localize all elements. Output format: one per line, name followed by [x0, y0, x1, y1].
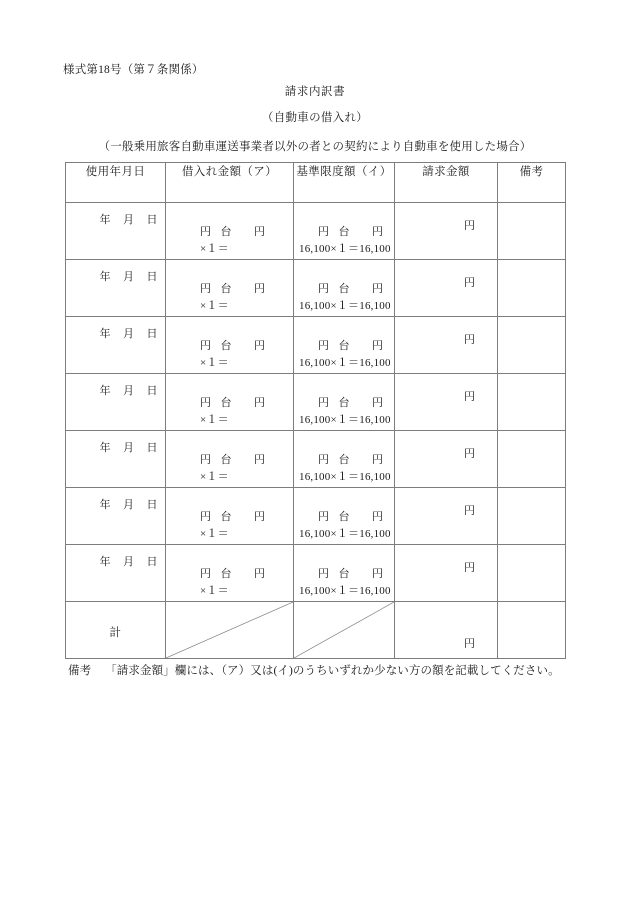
borrow-unit-yen-total: 円	[254, 283, 266, 295]
cell-remarks[interactable]	[498, 203, 566, 260]
limit-calculation: 16,100×１＝16,100	[299, 357, 391, 369]
table-row	[66, 260, 566, 317]
limit-unit-yen: 円	[318, 568, 330, 580]
cell-total-remarks[interactable]	[498, 602, 566, 659]
cell-remarks[interactable]	[498, 545, 566, 602]
limit-unit-dai: 台	[338, 511, 350, 523]
claim-unit-yen: 円	[464, 334, 475, 346]
table-total-row	[66, 602, 566, 659]
date-placeholder	[100, 211, 159, 227]
date-day-label: 日	[146, 328, 158, 340]
claim-unit-yen: 円	[464, 277, 475, 289]
limit-unit-yen: 円	[318, 454, 330, 466]
date-month-label: 月	[123, 499, 135, 511]
date-year-label: 年	[99, 385, 111, 397]
limit-unit-labels	[318, 280, 384, 296]
cell-total-claim-amount[interactable]	[395, 602, 498, 659]
date-month-label: 月	[123, 385, 135, 397]
limit-unit-labels	[318, 223, 384, 239]
limit-calculation: 16,100×１＝16,100	[299, 300, 391, 312]
borrow-unit-yen: 円	[200, 454, 212, 466]
cell-borrow-amount[interactable]	[166, 545, 294, 602]
date-day-label: 日	[146, 499, 158, 511]
date-day-label: 日	[146, 442, 158, 454]
header-use-date: 使用年月日	[66, 163, 166, 203]
header-borrow-amount: 借入れ金額（ア）	[166, 163, 294, 203]
borrow-unit-yen-total: 円	[254, 226, 266, 238]
borrow-unit-yen: 円	[200, 340, 212, 352]
limit-unit-yen-total: 円	[372, 397, 384, 409]
date-year-label: 年	[99, 499, 111, 511]
table-row	[66, 545, 566, 602]
date-month-label: 月	[123, 271, 135, 283]
date-placeholder	[100, 382, 159, 398]
limit-unit-dai: 台	[338, 568, 350, 580]
limit-unit-yen-total: 円	[372, 511, 384, 523]
date-year-label: 年	[99, 214, 111, 226]
borrow-unit-yen-total: 円	[254, 454, 266, 466]
date-day-label: 日	[146, 271, 158, 283]
table-row	[66, 317, 566, 374]
borrow-calculation: ×１＝	[200, 357, 229, 369]
document-scope-note: （一般乗用旅客自動車運送事業者以外の者との契約により自動車を使用した場合）	[98, 141, 532, 153]
footer-remark-label: 備考	[68, 665, 92, 677]
date-placeholder	[100, 268, 159, 284]
limit-calculation: 16,100×１＝16,100	[299, 585, 391, 597]
table-row	[66, 431, 566, 488]
limit-unit-yen: 円	[318, 340, 330, 352]
cell-standard-limit	[294, 203, 395, 260]
date-placeholder	[100, 325, 159, 341]
borrow-calculation: ×１＝	[200, 585, 229, 597]
footer-remark	[68, 662, 560, 678]
limit-unit-labels	[318, 508, 384, 524]
cell-claim-amount[interactable]	[395, 203, 498, 260]
cell-borrow-amount[interactable]	[166, 317, 294, 374]
borrow-unit-yen: 円	[200, 226, 212, 238]
borrow-calculation: ×１＝	[200, 414, 229, 426]
total-label-text: 計	[109, 627, 122, 639]
date-year-label: 年	[99, 556, 111, 568]
cell-remarks[interactable]	[498, 317, 566, 374]
cell-use-date[interactable]	[66, 545, 166, 602]
cell-claim-amount[interactable]	[395, 374, 498, 431]
date-year-label: 年	[99, 328, 111, 340]
cell-borrow-amount[interactable]	[166, 203, 294, 260]
limit-unit-yen-total: 円	[372, 340, 384, 352]
cell-claim-amount[interactable]	[395, 317, 498, 374]
table-header-row	[66, 163, 566, 203]
limit-unit-yen-total: 円	[372, 568, 384, 580]
date-year-label: 年	[99, 442, 111, 454]
borrow-unit-dai: 台	[220, 511, 232, 523]
limit-calculation: 16,100×１＝16,100	[299, 414, 391, 426]
borrow-unit-yen-total: 円	[254, 568, 266, 580]
cell-standard-limit	[294, 260, 395, 317]
claim-unit-yen: 円	[464, 505, 475, 517]
borrow-unit-labels	[200, 394, 266, 410]
borrow-unit-dai: 台	[220, 568, 232, 580]
limit-unit-dai: 台	[338, 283, 350, 295]
borrow-unit-yen: 円	[200, 283, 212, 295]
limit-unit-yen-total: 円	[372, 454, 384, 466]
cell-borrow-amount[interactable]	[166, 374, 294, 431]
date-month-label: 月	[123, 556, 135, 568]
cell-remarks[interactable]	[498, 488, 566, 545]
borrow-unit-labels	[200, 280, 266, 296]
limit-calculation: 16,100×１＝16,100	[299, 471, 391, 483]
header-claim-amount: 請求金額	[395, 163, 498, 203]
limit-unit-dai: 台	[338, 397, 350, 409]
cell-use-date[interactable]	[66, 317, 166, 374]
date-month-label: 月	[123, 442, 135, 454]
claim-unit-yen: 円	[464, 391, 475, 403]
cell-claim-amount[interactable]	[395, 545, 498, 602]
cell-use-date[interactable]	[66, 431, 166, 488]
borrow-unit-dai: 台	[220, 340, 232, 352]
date-month-label: 月	[123, 328, 135, 340]
cell-total-label	[66, 602, 166, 659]
cell-use-date[interactable]	[66, 260, 166, 317]
cell-total-limit-struck	[294, 602, 395, 659]
limit-calculation: 16,100×１＝16,100	[299, 528, 391, 540]
borrow-calculation: ×１＝	[200, 300, 229, 312]
table-body	[66, 203, 566, 659]
date-placeholder	[100, 496, 159, 512]
limit-unit-dai: 台	[338, 454, 350, 466]
borrow-unit-yen: 円	[200, 397, 212, 409]
limit-unit-yen-total: 円	[372, 226, 384, 238]
borrow-unit-labels	[200, 451, 266, 467]
date-placeholder	[100, 553, 159, 569]
borrow-unit-dai: 台	[220, 397, 232, 409]
cell-standard-limit	[294, 431, 395, 488]
borrow-unit-dai: 台	[220, 454, 232, 466]
claim-unit-yen: 円	[464, 220, 475, 232]
cell-standard-limit	[294, 317, 395, 374]
table-row	[66, 488, 566, 545]
header-standard-limit: 基準限度額（イ）	[294, 163, 395, 203]
borrow-unit-labels	[200, 508, 266, 524]
date-day-label: 日	[146, 556, 158, 568]
borrow-unit-yen: 円	[200, 568, 212, 580]
date-day-label: 日	[146, 214, 158, 226]
cell-borrow-amount[interactable]	[166, 488, 294, 545]
document-subtitle: （自動車の借入れ）	[261, 112, 369, 124]
cell-remarks[interactable]	[498, 260, 566, 317]
cell-borrow-amount[interactable]	[166, 431, 294, 488]
borrow-unit-labels	[200, 223, 266, 239]
date-year-label: 年	[99, 271, 111, 283]
borrow-unit-yen-total: 円	[254, 511, 266, 523]
borrow-unit-labels	[200, 337, 266, 353]
table-row	[66, 374, 566, 431]
footer-remark-text: 「請求金額」欄には、（ア）又は(イ)のうちいずれか少ない方の額を記載してください。	[105, 665, 560, 677]
borrow-unit-yen-total: 円	[254, 340, 266, 352]
page-title: 請求内訳書	[284, 86, 346, 98]
cell-borrow-amount[interactable]	[166, 260, 294, 317]
borrow-calculation: ×１＝	[200, 528, 229, 540]
limit-unit-yen: 円	[318, 511, 330, 523]
cell-claim-amount[interactable]	[395, 488, 498, 545]
cell-remarks[interactable]	[498, 374, 566, 431]
cell-standard-limit	[294, 374, 395, 431]
limit-unit-yen: 円	[318, 397, 330, 409]
limit-calculation: 16,100×１＝16,100	[299, 243, 391, 255]
cell-remarks[interactable]	[498, 431, 566, 488]
limit-unit-yen-total: 円	[372, 283, 384, 295]
diagonal-strike-icon	[294, 602, 394, 658]
form-number: 様式第18号（第７条関係）	[63, 64, 204, 76]
cell-use-date[interactable]	[66, 203, 166, 260]
limit-unit-labels	[318, 565, 384, 581]
limit-unit-labels	[318, 394, 384, 410]
total-claim-unit-yen: 円	[464, 638, 475, 650]
borrow-unit-yen: 円	[200, 511, 212, 523]
borrow-unit-dai: 台	[220, 226, 232, 238]
date-month-label: 月	[123, 214, 135, 226]
limit-unit-labels	[318, 451, 384, 467]
borrow-calculation: ×１＝	[200, 471, 229, 483]
date-day-label: 日	[146, 385, 158, 397]
cell-claim-amount[interactable]	[395, 260, 498, 317]
limit-unit-yen: 円	[318, 226, 330, 238]
diagonal-strike-icon	[166, 602, 293, 658]
limit-unit-dai: 台	[338, 226, 350, 238]
claim-breakdown-table	[65, 162, 566, 659]
claim-unit-yen: 円	[464, 448, 475, 460]
limit-unit-dai: 台	[338, 340, 350, 352]
limit-unit-yen: 円	[318, 283, 330, 295]
borrow-unit-dai: 台	[220, 283, 232, 295]
borrow-unit-yen-total: 円	[254, 397, 266, 409]
cell-use-date[interactable]	[66, 488, 166, 545]
cell-claim-amount[interactable]	[395, 431, 498, 488]
date-placeholder	[100, 439, 159, 455]
cell-standard-limit	[294, 545, 395, 602]
cell-use-date[interactable]	[66, 374, 166, 431]
cell-standard-limit	[294, 488, 395, 545]
limit-unit-labels	[318, 337, 384, 353]
borrow-calculation: ×１＝	[200, 243, 229, 255]
borrow-unit-labels	[200, 565, 266, 581]
claim-unit-yen: 円	[464, 562, 475, 574]
cell-total-borrow-struck	[166, 602, 294, 659]
header-remarks: 備考	[498, 163, 566, 203]
table-row	[66, 203, 566, 260]
